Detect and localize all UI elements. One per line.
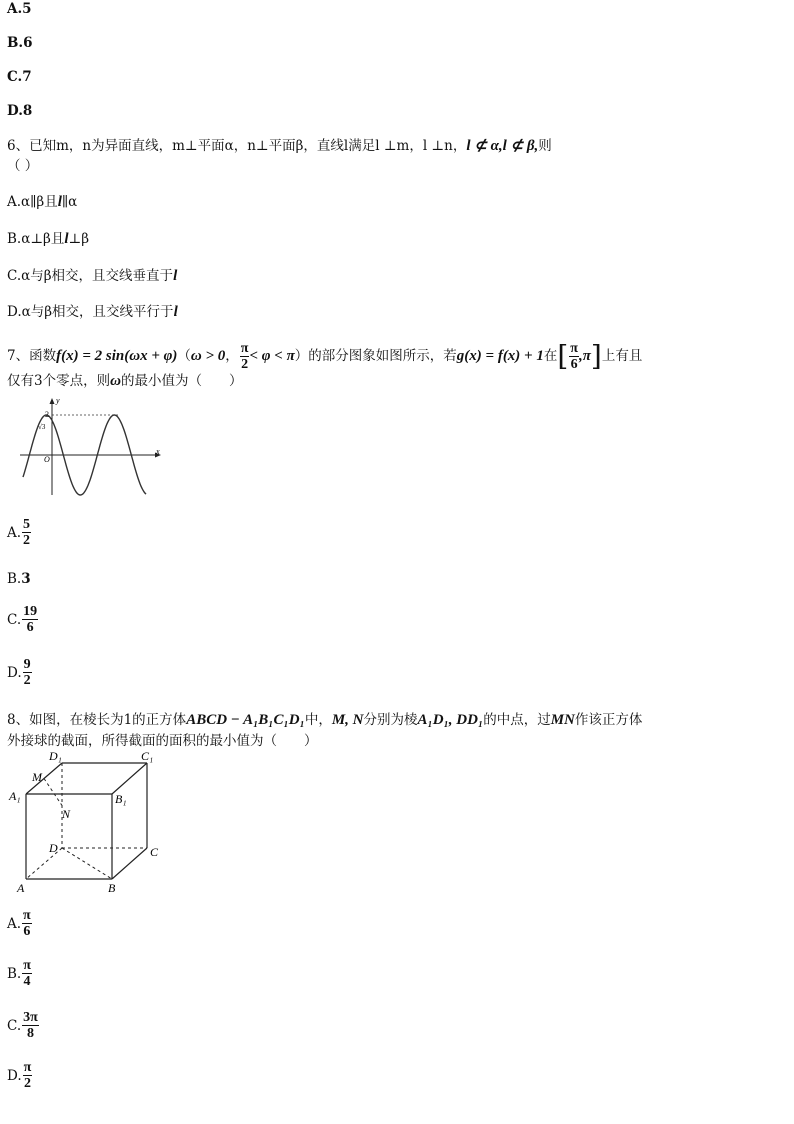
label-b: B [108, 881, 116, 895]
edge-c1-b1 [112, 763, 147, 794]
label-sqrt3: √3 [38, 423, 46, 431]
label-b1: B₁ [115, 792, 127, 806]
y-axis-label: y [56, 396, 60, 405]
q6-paren: （ ） [7, 158, 39, 174]
sine-graph [18, 395, 166, 497]
label-d1: D₁ [49, 749, 62, 763]
segment-m-n [44, 779, 62, 806]
q7-interval-fraction: $\frac{\pi}{6}$ [570, 341, 578, 372]
label-c: C [150, 845, 159, 859]
label-2: 2 [45, 410, 49, 419]
q8-option-d: D. $\frac{\pi}{2}$ [7, 1060, 32, 1091]
option-c: C.7 [7, 69, 32, 85]
origin-label: O [44, 455, 50, 464]
y-axis-arrow [50, 398, 55, 404]
q6-option-d: D.α与β相交，且交线平行于l [7, 304, 178, 320]
edge-c-b [112, 848, 147, 879]
option-d: D.8 [7, 103, 33, 119]
label-c1: C₁ [141, 749, 154, 763]
label-d: D [49, 841, 58, 855]
q7-option-d: D. $\frac{9}{2}$ [7, 657, 31, 688]
q7-option-b: B.3 [7, 571, 31, 587]
q8-option-c: C. $\frac{3\pi}{8}$ [7, 1010, 38, 1041]
q7-cond-fraction: $\frac{\pi}{2}$ [240, 341, 249, 372]
q6-option-c: C.α与β相交，且交线垂直于l [7, 268, 178, 284]
hidden-diagonal-d-b [62, 848, 112, 879]
q8-option-a: A. $\frac{\pi}{6}$ [7, 908, 31, 939]
x-axis-label: x [156, 447, 160, 456]
q6-option-a: A.α∥β且l∥α [7, 194, 78, 210]
q8-stem-line2: 外接球的截面，所得截面的面积的最小值为（ ） [7, 733, 318, 749]
q7-option-c: C. $\frac{19}{6}$ [7, 604, 38, 635]
q6-stem: 6、已知m，n为异面直线，m⊥平面α，n⊥平面β，直线l满足l ⊥m，l ⊥n，l ⊄ α,l ⊄ β,则 [7, 138, 552, 154]
q8-option-b: B. $\frac{\pi}{4}$ [7, 958, 31, 989]
label-m: M [32, 770, 42, 784]
q8-stem-line1: 8、如图，在棱长为1的正方体ABCD − A₁B₁C₁D₁中，M, N分别为棱A₁D₁, DD₁的中点，过MN作该正方体 [7, 712, 643, 728]
label-n: N [62, 807, 71, 821]
option-a: A.5 [7, 1, 32, 17]
q6-option-b: B.α⊥β且l⊥β [7, 231, 90, 247]
label-a1: A₁ [9, 789, 21, 803]
label-a: A [17, 881, 25, 895]
q7-option-a: A. $\frac{5}{2}$ [7, 517, 31, 548]
option-b: B.6 [7, 35, 33, 51]
cube-figure [6, 748, 166, 896]
q7-stem-line1: 7、函数f(x) = 2 sin(ωx + φ)（ω > 0， $\frac{\pi}{2}$ < φ < π）的部分图象如图所示，若g(x) = f(x) + 1在[ $\frac{\pi}{6}$ ,π]上有且 [7, 339, 643, 373]
q7-stem-line2: 仅有3个零点，则ω的最小值为（ ） [7, 373, 243, 389]
